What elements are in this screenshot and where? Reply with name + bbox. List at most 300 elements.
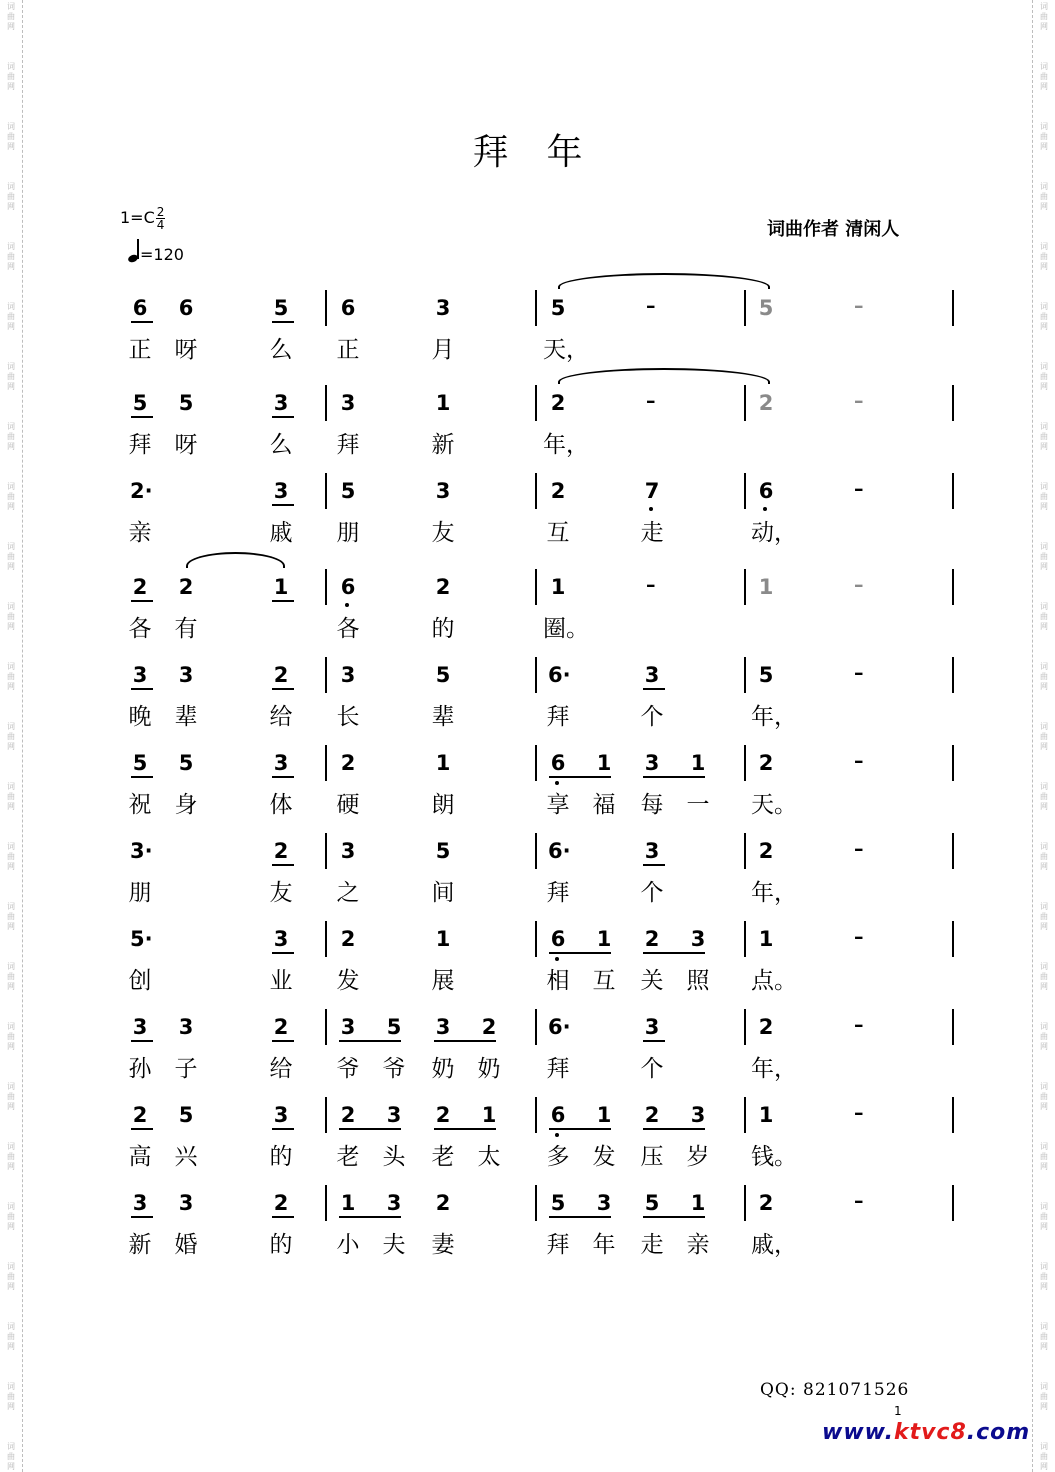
note: 2 <box>758 1015 774 1039</box>
underline-beam <box>643 688 665 690</box>
watermark-text: 词 曲 网 <box>7 542 15 571</box>
lyric-char: 年， <box>751 704 797 730</box>
lyric-char: 个 <box>640 880 664 906</box>
watermark-text: 词 曲 网 <box>1040 962 1048 991</box>
watermark-text: 词 曲 网 <box>1040 1322 1048 1351</box>
barline <box>325 1097 327 1133</box>
time-signature: $\frac{2}{4}$ <box>156 205 165 232</box>
tie-arc <box>186 552 285 568</box>
note: 6 <box>550 927 566 951</box>
note: 2 <box>758 751 774 775</box>
lyric-char: 年， <box>751 1056 797 1082</box>
sustain-dash: – <box>854 838 864 860</box>
underline-beam <box>434 1128 496 1130</box>
lyric-char: 新 <box>128 1232 152 1258</box>
note: 1 <box>758 575 774 599</box>
lyric-char: 正 <box>336 337 360 363</box>
lyric-char: 硬 <box>336 792 360 818</box>
note: 1 <box>596 927 612 951</box>
barline <box>952 921 954 957</box>
watermark-text: 词 曲 网 <box>7 1262 15 1291</box>
underline-beam <box>272 776 294 778</box>
note: 3 <box>273 751 289 775</box>
lyric-char: 爷 <box>336 1056 360 1082</box>
note: 6 <box>550 1103 566 1127</box>
note: 5· <box>130 927 153 951</box>
watermark-text: 词 曲 网 <box>1040 722 1048 751</box>
barline <box>744 385 746 421</box>
watermark-text: 词 曲 网 <box>7 602 15 631</box>
lyric-char: 兴 <box>174 1144 198 1170</box>
lyric-char: 年 <box>592 1232 616 1258</box>
lyric-char: 友 <box>269 880 293 906</box>
watermark-text: 词 曲 网 <box>7 1022 15 1051</box>
underline-beam <box>339 1040 401 1042</box>
underline-beam <box>549 776 611 778</box>
note: 2 <box>273 839 289 863</box>
watermark-text: 词 曲 网 <box>1040 1202 1048 1231</box>
note: 3 <box>178 1015 194 1039</box>
note: 3 <box>132 663 148 687</box>
lyric-char: 压 <box>640 1144 664 1170</box>
lyric-char: 戚 <box>269 520 293 546</box>
note: 5 <box>132 391 148 415</box>
note: 6 <box>758 479 774 503</box>
lyric-char: 晚 <box>128 704 152 730</box>
barline <box>952 385 954 421</box>
lyric-char: 亲 <box>686 1232 710 1258</box>
watermark-text: 词 曲 网 <box>1040 62 1048 91</box>
lyric-char: 么 <box>269 337 293 363</box>
lyric-char: 夫 <box>382 1232 406 1258</box>
lyric-char: 岁 <box>686 1144 710 1170</box>
lower-octave-dot <box>763 507 767 511</box>
note: 3 <box>386 1191 402 1215</box>
barline <box>325 473 327 509</box>
note: 3 <box>690 927 706 951</box>
lyric-char: 拜 <box>546 1232 570 1258</box>
note: 3 <box>435 479 451 503</box>
note: 2 <box>758 391 774 415</box>
lyric-char: 间 <box>431 880 455 906</box>
underline-beam <box>272 864 294 866</box>
sustain-dash: – <box>854 1190 864 1212</box>
note: 3 <box>644 839 660 863</box>
watermark-text: 词 曲 网 <box>7 902 15 931</box>
right-margin-watermark <box>1032 0 1055 1472</box>
watermark-text: 词 曲 网 <box>1040 242 1048 271</box>
lyric-char: 辈 <box>174 704 198 730</box>
lyric-char: 老 <box>336 1144 360 1170</box>
note: 1 <box>340 1191 356 1215</box>
note: 5 <box>178 391 194 415</box>
note: 1 <box>690 751 706 775</box>
note: 3 <box>644 1015 660 1039</box>
note: 2 <box>435 575 451 599</box>
watermark-text: 词 曲 网 <box>1040 1142 1048 1171</box>
lyric-char: 给 <box>269 704 293 730</box>
barline <box>535 921 537 957</box>
lyric-char: 年， <box>751 880 797 906</box>
note: 2 <box>550 391 566 415</box>
note: 5 <box>132 751 148 775</box>
lower-octave-dot <box>555 1133 559 1137</box>
note: 1 <box>435 751 451 775</box>
watermark-text: 词 曲 网 <box>1040 182 1048 211</box>
lyric-char: 呀 <box>174 337 198 363</box>
lyric-char: 婚 <box>174 1232 198 1258</box>
note: 2 <box>758 839 774 863</box>
underline-beam <box>272 688 294 690</box>
watermark-text: 词 曲 网 <box>1040 302 1048 331</box>
watermark-text: 词 曲 网 <box>7 1322 15 1351</box>
lyric-char: 的 <box>269 1232 293 1258</box>
sustain-dash: – <box>854 662 864 684</box>
watermark-text: 词 曲 网 <box>7 1142 15 1171</box>
lyric-char: 关 <box>640 968 664 994</box>
underline-beam <box>131 1040 153 1042</box>
barline <box>952 1009 954 1045</box>
lyric-char: 拜 <box>546 880 570 906</box>
note: 7 <box>644 479 660 503</box>
underline-beam <box>272 600 294 602</box>
lyric-char: 友 <box>431 520 455 546</box>
sustain-dash: – <box>854 574 864 596</box>
lyric-char: 动， <box>751 520 797 546</box>
lyric-char: 每 <box>640 792 664 818</box>
lyric-char: 天。 <box>751 792 797 818</box>
barline <box>952 745 954 781</box>
lyric-char: 妻 <box>431 1232 455 1258</box>
tempo-marking <box>128 238 184 264</box>
lyric-char: 身 <box>174 792 198 818</box>
lyric-char: 爷 <box>382 1056 406 1082</box>
note: 2 <box>340 1103 356 1127</box>
watermark-text: 词 曲 网 <box>1040 1022 1048 1051</box>
watermark-text: 词 曲 网 <box>7 842 15 871</box>
barline <box>952 657 954 693</box>
watermark-text: 词 曲 网 <box>1040 542 1048 571</box>
lyric-char: 点。 <box>751 968 797 994</box>
lyric-char: 孙 <box>128 1056 152 1082</box>
underline-beam <box>272 416 294 418</box>
underline-beam <box>131 688 153 690</box>
sustain-dash: – <box>854 750 864 772</box>
barline <box>535 1097 537 1133</box>
lyric-char: 长 <box>336 704 360 730</box>
underline-beam <box>643 776 705 778</box>
sustain-dash: – <box>854 390 864 412</box>
note: 2 <box>273 1191 289 1215</box>
watermark-text: 词 曲 网 <box>7 182 15 211</box>
lyric-char: 戚， <box>751 1232 797 1258</box>
watermark-text: 词 曲 网 <box>7 242 15 271</box>
note: 2 <box>340 751 356 775</box>
lyric-char: 展 <box>431 968 455 994</box>
barline <box>952 473 954 509</box>
lyric-char: 给 <box>269 1056 293 1082</box>
watermark-text: 词 曲 网 <box>1040 482 1048 511</box>
page-number: 1 <box>894 1404 902 1418</box>
note: 2 <box>132 575 148 599</box>
watermark-text: 词 曲 网 <box>7 962 15 991</box>
lyric-char: 子 <box>174 1056 198 1082</box>
watermark-text: 词 曲 网 <box>7 722 15 751</box>
note: 5 <box>178 751 194 775</box>
barline <box>952 1185 954 1221</box>
tie-arc <box>558 273 770 289</box>
barline <box>744 1009 746 1045</box>
underline-beam <box>272 1216 294 1218</box>
watermark-text: 词 曲 网 <box>1040 1082 1048 1111</box>
note: 2· <box>130 479 153 503</box>
lyric-char: 互 <box>592 968 616 994</box>
lyric-char: 互 <box>546 520 570 546</box>
lyric-char: 业 <box>269 968 293 994</box>
lyric-char: 体 <box>269 792 293 818</box>
key-label: 1=C <box>120 208 155 227</box>
lyric-char: 拜 <box>336 432 360 458</box>
note: 3 <box>690 1103 706 1127</box>
watermark-text: 词 曲 网 <box>7 2 15 31</box>
lyric-char: 走 <box>640 520 664 546</box>
note: 2 <box>273 1015 289 1039</box>
sustain-dash: – <box>646 295 656 317</box>
lyric-char: 呀 <box>174 432 198 458</box>
lyric-char: 个 <box>640 1056 664 1082</box>
lyric-char: 个 <box>640 704 664 730</box>
barline <box>952 290 954 326</box>
note: 5 <box>178 1103 194 1127</box>
note: 5 <box>758 663 774 687</box>
left-margin-watermark <box>0 0 23 1472</box>
note: 3 <box>178 663 194 687</box>
watermark-text: 词 曲 网 <box>7 782 15 811</box>
barline <box>325 385 327 421</box>
underline-beam <box>131 416 153 418</box>
watermark-text: 词 曲 网 <box>1040 842 1048 871</box>
lyric-char: 拜 <box>546 704 570 730</box>
sustain-dash: – <box>854 295 864 317</box>
lyric-char: 发 <box>336 968 360 994</box>
sustain-dash: – <box>646 390 656 412</box>
note: 2 <box>435 1103 451 1127</box>
watermark-text: 词 曲 网 <box>7 362 15 391</box>
note: 5 <box>340 479 356 503</box>
note: 5 <box>435 663 451 687</box>
underline-beam <box>272 1040 294 1042</box>
barline <box>325 290 327 326</box>
lower-octave-dot <box>555 781 559 785</box>
composer-credit: 词曲作者 清闲人 <box>767 219 900 240</box>
barline <box>535 657 537 693</box>
watermark-text: 词 曲 网 <box>1040 122 1048 151</box>
sustain-dash: – <box>854 478 864 500</box>
site-logo: www.ktvc8.com <box>822 1420 1031 1445</box>
note: 1 <box>690 1191 706 1215</box>
lyric-char: 新 <box>431 432 455 458</box>
note: 6· <box>548 839 571 863</box>
watermark-text: 词 曲 网 <box>1040 1382 1048 1411</box>
lyric-char: 相 <box>546 968 570 994</box>
watermark-text: 词 曲 网 <box>7 422 15 451</box>
note: 6· <box>548 663 571 687</box>
lyric-char: 有 <box>174 616 198 642</box>
lyric-char: 头 <box>382 1144 406 1170</box>
underline-beam <box>131 1128 153 1130</box>
lyric-char: 拜 <box>546 1056 570 1082</box>
note: 3 <box>273 391 289 415</box>
watermark-text: 词 曲 网 <box>7 482 15 511</box>
barline <box>325 833 327 869</box>
note: 3 <box>340 1015 356 1039</box>
note: 3· <box>130 839 153 863</box>
title-char: 年 <box>546 132 583 173</box>
note: 2 <box>273 663 289 687</box>
sustain-dash: – <box>854 1102 864 1124</box>
tie-arc <box>558 368 770 384</box>
lyric-char: 月 <box>431 337 455 363</box>
underline-beam <box>131 600 153 602</box>
note: 5 <box>644 1191 660 1215</box>
note: 2 <box>550 479 566 503</box>
barline <box>952 833 954 869</box>
lyric-char: 照 <box>686 968 710 994</box>
watermark-text: 词 曲 网 <box>7 662 15 691</box>
lyric-char: 亲 <box>128 520 152 546</box>
lyric-char: 发 <box>592 1144 616 1170</box>
barline <box>535 833 537 869</box>
lyric-char: 各 <box>128 616 152 642</box>
note: 1 <box>550 575 566 599</box>
underline-beam <box>339 1128 401 1130</box>
note: 2 <box>758 1191 774 1215</box>
underline-beam <box>131 1216 153 1218</box>
lyric-char: 创 <box>128 968 152 994</box>
barline <box>744 745 746 781</box>
lyric-char: 辈 <box>431 704 455 730</box>
barline <box>535 1009 537 1045</box>
barline <box>535 745 537 781</box>
note: 1 <box>435 391 451 415</box>
lyric-char: 福 <box>592 792 616 818</box>
underline-beam <box>643 864 665 866</box>
lyric-char: 走 <box>640 1232 664 1258</box>
note: 5 <box>550 296 566 320</box>
lyric-char: 正 <box>128 337 152 363</box>
barline <box>325 921 327 957</box>
lyric-char: 奶 <box>477 1056 501 1082</box>
note: 3 <box>644 663 660 687</box>
note: 5 <box>273 296 289 320</box>
underline-beam <box>272 321 294 323</box>
note: 3 <box>340 839 356 863</box>
note: 3 <box>386 1103 402 1127</box>
barline <box>535 385 537 421</box>
note: 6 <box>340 575 356 599</box>
lower-octave-dot <box>649 507 653 511</box>
song-title <box>0 124 1055 175</box>
note: 3 <box>273 927 289 951</box>
note: 3 <box>644 751 660 775</box>
note: 1 <box>596 751 612 775</box>
lyric-char: 拜 <box>128 432 152 458</box>
note: 1 <box>596 1103 612 1127</box>
lyric-char: 么 <box>269 432 293 458</box>
underline-beam <box>131 321 153 323</box>
lyric-char: 祝 <box>128 792 152 818</box>
lower-octave-dot <box>555 957 559 961</box>
note: 2 <box>644 1103 660 1127</box>
barline <box>744 1097 746 1133</box>
watermark-text: 词 曲 网 <box>7 122 15 151</box>
barline <box>325 657 327 693</box>
barline <box>744 833 746 869</box>
lyric-char: 朋 <box>336 520 360 546</box>
note: 6 <box>178 296 194 320</box>
note: 2 <box>340 927 356 951</box>
barline <box>952 569 954 605</box>
note: 5 <box>435 839 451 863</box>
watermark-text: 词 曲 网 <box>7 1442 15 1471</box>
underline-beam <box>643 952 705 954</box>
watermark-text: 词 曲 网 <box>7 1382 15 1411</box>
lyric-char: 的 <box>269 1144 293 1170</box>
underline-beam <box>131 776 153 778</box>
watermark-text: 词 曲 网 <box>7 62 15 91</box>
lyric-char: 太 <box>477 1144 501 1170</box>
note: 3 <box>132 1015 148 1039</box>
underline-beam <box>643 1128 705 1130</box>
note: 3 <box>596 1191 612 1215</box>
lyric-char: 朋 <box>128 880 152 906</box>
tempo-value: =120 <box>140 245 184 264</box>
lyric-char: 高 <box>128 1144 152 1170</box>
lyric-char: 小 <box>336 1232 360 1258</box>
watermark-text: 词 曲 网 <box>1040 782 1048 811</box>
barline <box>535 290 537 326</box>
barline <box>744 1185 746 1221</box>
barline <box>744 290 746 326</box>
note: 1 <box>758 1103 774 1127</box>
lyric-char: 圈。 <box>543 616 589 642</box>
watermark-text: 词 曲 网 <box>1040 362 1048 391</box>
note: 3 <box>340 663 356 687</box>
barline <box>535 473 537 509</box>
underline-beam <box>339 1216 401 1218</box>
underline-beam <box>272 952 294 954</box>
title-char: 拜 <box>472 132 509 173</box>
sustain-dash: – <box>646 574 656 596</box>
note: 2 <box>644 927 660 951</box>
sustain-dash: – <box>854 1014 864 1036</box>
lyric-char: 奶 <box>431 1056 455 1082</box>
barline <box>744 921 746 957</box>
note: 1 <box>435 927 451 951</box>
note: 2 <box>178 575 194 599</box>
note: 3 <box>435 296 451 320</box>
note: 1 <box>273 575 289 599</box>
note: 5 <box>386 1015 402 1039</box>
note: 5 <box>758 296 774 320</box>
lyric-char: 老 <box>431 1144 455 1170</box>
lyric-char: 多 <box>546 1144 570 1170</box>
quarter-note-icon <box>128 238 140 264</box>
watermark-text: 词 曲 网 <box>1040 2 1048 31</box>
note: 2 <box>132 1103 148 1127</box>
watermark-text: 词 曲 网 <box>7 1082 15 1111</box>
note: 3 <box>435 1015 451 1039</box>
